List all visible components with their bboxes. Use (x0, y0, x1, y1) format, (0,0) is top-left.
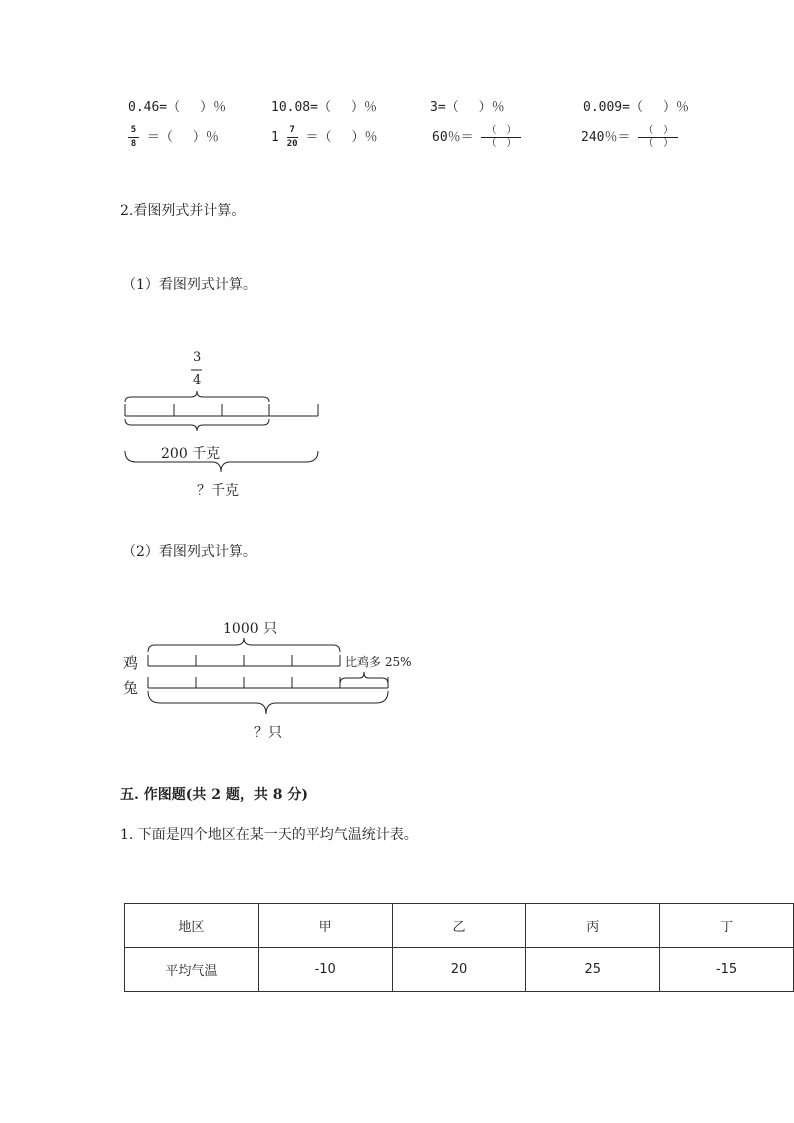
expr: 0.009=（ (583, 100, 643, 115)
table-cell: -10 (258, 948, 392, 992)
question-5-1-title: 1. 下面是四个地区在某一天的平均气温统计表。 (120, 827, 418, 843)
total-label: ？只 (254, 725, 282, 741)
exercise-1-7-20 (271, 126, 378, 149)
expr: 60％＝ (432, 130, 474, 145)
table-cell: 平均气温 (125, 948, 259, 992)
top-label: 1000 只 (223, 621, 278, 637)
expr: 3=（ (430, 100, 459, 115)
chicken-label: 鸡 (123, 654, 139, 672)
close: ）％ (351, 130, 378, 145)
fraction-blank[interactable]: （ ） （ ） (638, 126, 678, 149)
expr: 10.08=（ (271, 100, 331, 115)
exercise-240-pct (581, 126, 678, 149)
temperature-table (124, 903, 794, 992)
question-2-title: 2.看图列式并计算。 (120, 203, 246, 219)
table-cell: 20 (392, 948, 526, 992)
expr: 240％＝ (581, 130, 631, 145)
table-cell: 乙 (392, 904, 526, 948)
section-5-title: 五. 作图题(共 2 题，共 8 分) (120, 787, 308, 803)
expr: ＝（ (305, 130, 332, 145)
fraction-numerator: 3 (193, 350, 202, 365)
part-label: 200 千克 (161, 446, 221, 462)
exercise-10-08 (271, 96, 377, 115)
table-cell: 丙 (526, 904, 660, 948)
close: ）％ (662, 100, 689, 115)
table-cell: 丁 (660, 904, 794, 948)
exercise-5-8 (128, 126, 219, 149)
fraction: $\frac{7}{20}$ (286, 125, 298, 149)
table-cell: 25 (526, 948, 660, 992)
close: ）％ (192, 130, 219, 145)
table-cell: -15 (660, 948, 794, 992)
exercise-0-46 (128, 96, 226, 115)
expr: ＝（ (146, 130, 173, 145)
fraction-blank[interactable]: （ ） （ ） (481, 126, 521, 149)
table-cell: 甲 (258, 904, 392, 948)
table-header-row (125, 904, 794, 948)
total-label: ？千克 (197, 483, 239, 499)
sub-question-1-title: （1）看图列式计算。 (122, 277, 257, 293)
exercise-0-009 (583, 96, 689, 115)
expr: 0.46=（ (128, 100, 181, 115)
table-cell: 地区 (125, 904, 259, 948)
sub-question-2-title: （2）看图列式计算。 (122, 544, 257, 560)
fraction: $\frac{5}{8}$ (128, 126, 139, 149)
whole: 1 (271, 130, 279, 145)
rabbit-label: 兔 (123, 679, 139, 697)
fraction-denominator: 4 (193, 373, 202, 388)
close: ）％ (200, 100, 227, 115)
close: ）％ (350, 100, 377, 115)
exercise-3 (430, 96, 505, 115)
table-row (125, 948, 794, 992)
extra-label: 比鸡多 25% (345, 655, 412, 669)
exercise-60-pct (432, 126, 521, 149)
close: ）％ (478, 100, 505, 115)
